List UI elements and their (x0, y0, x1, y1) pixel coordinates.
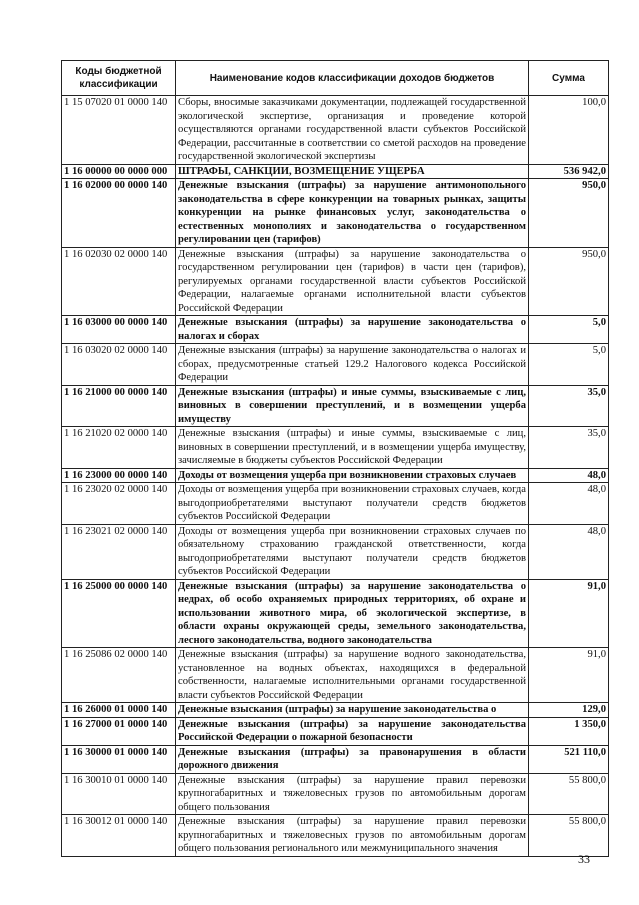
code-cell: 1 16 21000 00 0000 140 (62, 385, 176, 427)
code-cell: 1 16 02000 00 0000 140 (62, 179, 176, 248)
header-name: Наименование кодов классификации доходов бюджетов (176, 61, 529, 96)
code-cell: 1 16 23021 02 0000 140 (62, 524, 176, 579)
table-row (62, 815, 609, 857)
name-cell: Денежные взыскания (штрафы) за нарушение антимонопольного законодательства в сфере конкуренции на товарных рынках, защиты конкуренции на рынке финансовых услуг, законодательства о естественных монополиях и законодательства о государственном регулировании цен (тарифов) (176, 179, 529, 248)
name-cell: Денежные взыскания (штрафы) за нарушение законодательства о (176, 703, 529, 718)
sum-cell: 55 800,0 (529, 815, 609, 857)
table-row (62, 579, 609, 648)
code-cell: 1 16 25086 02 0000 140 (62, 648, 176, 703)
code-cell: 1 15 07020 01 0000 140 (62, 96, 176, 165)
table-row (62, 524, 609, 579)
header-sum: Сумма (529, 61, 609, 96)
name-cell: Доходы от возмещения ущерба при возникновении страховых случаев по обязательному страхованию гражданской ответственности, когда выгодоприобретателями выступают получатели средств бюджетов субъектов Российской Федерации (176, 524, 529, 579)
code-cell: 1 16 26000 01 0000 140 (62, 703, 176, 718)
table-row (62, 316, 609, 344)
sum-cell: 1 350,0 (529, 717, 609, 745)
code-cell: 1 16 03020 02 0000 140 (62, 344, 176, 386)
name-cell: Денежные взыскания (штрафы) за нарушение законодательства Российской Федерации о пожарной безопасности (176, 717, 529, 745)
sum-cell: 48,0 (529, 524, 609, 579)
sum-cell: 950,0 (529, 179, 609, 248)
table-body (62, 96, 609, 857)
name-cell: Доходы от возмещения ущерба при возникновении страховых случаев (176, 468, 529, 483)
code-cell: 1 16 03000 00 0000 140 (62, 316, 176, 344)
table-row (62, 179, 609, 248)
code-cell: 1 16 25000 00 0000 140 (62, 579, 176, 648)
sum-cell: 55 800,0 (529, 773, 609, 815)
sum-cell: 48,0 (529, 468, 609, 483)
table-row (62, 427, 609, 469)
table-row (62, 344, 609, 386)
sum-cell: 91,0 (529, 579, 609, 648)
code-cell: 1 16 00000 00 0000 000 (62, 164, 176, 179)
code-cell: 1 16 23020 02 0000 140 (62, 483, 176, 525)
table-row (62, 96, 609, 165)
table-row (62, 164, 609, 179)
table-row (62, 703, 609, 718)
sum-cell: 521 110,0 (529, 745, 609, 773)
table-row (62, 385, 609, 427)
sum-cell: 91,0 (529, 648, 609, 703)
table-row (62, 468, 609, 483)
code-cell: 1 16 02030 02 0000 140 (62, 247, 176, 316)
name-cell: Денежные взыскания (штрафы) за нарушение правил перевозки крупногабаритных и тяжеловесных грузов по автомобильным дорогам общего пользования (176, 773, 529, 815)
sum-cell: 35,0 (529, 427, 609, 469)
name-cell: Доходы от возмещения ущерба при возникновении страховых случаев, когда выгодоприобретателями выступают получатели средств бюджетов субъектов Российской Федерации (176, 483, 529, 525)
sum-cell: 100,0 (529, 96, 609, 165)
table-row (62, 247, 609, 316)
table-row (62, 745, 609, 773)
name-cell: Денежные взыскания (штрафы) за нарушение законодательства о государственном регулировании цен (тарифов) в части цен (тарифов), регулируемых органами государственной власти субъектов Российской Федерации, налагаемые органами исполнительной власти субъектов Российской Федерации (176, 247, 529, 316)
code-cell: 1 16 21020 02 0000 140 (62, 427, 176, 469)
sum-cell: 950,0 (529, 247, 609, 316)
sum-cell: 35,0 (529, 385, 609, 427)
table-row (62, 483, 609, 525)
sum-cell: 536 942,0 (529, 164, 609, 179)
name-cell: Денежные взыскания (штрафы) за нарушение водного законодательства, установленное на водных объектах, находящихся в федеральной собственности, налагаемые исполнительными органами государственной власти субъектов Российской Федерации (176, 648, 529, 703)
sum-cell: 129,0 (529, 703, 609, 718)
code-cell: 1 16 23000 00 0000 140 (62, 468, 176, 483)
code-cell: 1 16 30012 01 0000 140 (62, 815, 176, 857)
revenue-classification-table (61, 60, 609, 857)
name-cell: Денежные взыскания (штрафы) и иные суммы, взыскиваемые с лиц, виновных в совершении преступлений, и в возмещении ущерба имуществу, зачисляемые в бюджеты субъектов Российской Федерации (176, 427, 529, 469)
table-header-row (62, 61, 609, 96)
name-cell: ШТРАФЫ, САНКЦИИ, ВОЗМЕЩЕНИЕ УЩЕРБА (176, 164, 529, 179)
sum-cell: 48,0 (529, 483, 609, 525)
code-cell: 1 16 27000 01 0000 140 (62, 717, 176, 745)
name-cell: Денежные взыскания (штрафы) за нарушение законодательства о налогах и сборах (176, 316, 529, 344)
code-cell: 1 16 30000 01 0000 140 (62, 745, 176, 773)
name-cell: Денежные взыскания (штрафы) и иные суммы, взыскиваемые с лиц, виновных в совершении преступлений, и в возмещении ущерба имуществу (176, 385, 529, 427)
sum-cell: 5,0 (529, 316, 609, 344)
table-row (62, 648, 609, 703)
name-cell: Денежные взыскания (штрафы) за нарушение правил перевозки крупногабаритных и тяжеловесных грузов по автомобильным дорогам общего пользования регионального или межмуниципального значения (176, 815, 529, 857)
header-code: Коды бюджетной классификации (62, 61, 176, 96)
name-cell: Денежные взыскания (штрафы) за правонарушения в области дорожного движения (176, 745, 529, 773)
page-number: 33 (578, 852, 590, 866)
sum-cell: 5,0 (529, 344, 609, 386)
table-row (62, 773, 609, 815)
name-cell: Сборы, вносимые заказчиками документации, подлежащей государственной экологической экспертизе, организация и проведение которой осуществляются органами государственной власти субъектов Российской Федерации, рассчитанные в соответствии со сметой расходов на проведение государственной экологической экспертизы (176, 96, 529, 165)
table-row (62, 717, 609, 745)
code-cell: 1 16 30010 01 0000 140 (62, 773, 176, 815)
name-cell: Денежные взыскания (штрафы) за нарушение законодательства о недрах, об особо охраняемых природных территориях, об охране и использовании животного мира, об экологической экспертизе, в области охраны окружающей среды, земельного законодательства, лесного законодательства, водного законодательства (176, 579, 529, 648)
name-cell: Денежные взыскания (штрафы) за нарушение законодательства о налогах и сборах, предусмотренные статьей 129.2 Налогового кодекса Российской Федерации (176, 344, 529, 386)
